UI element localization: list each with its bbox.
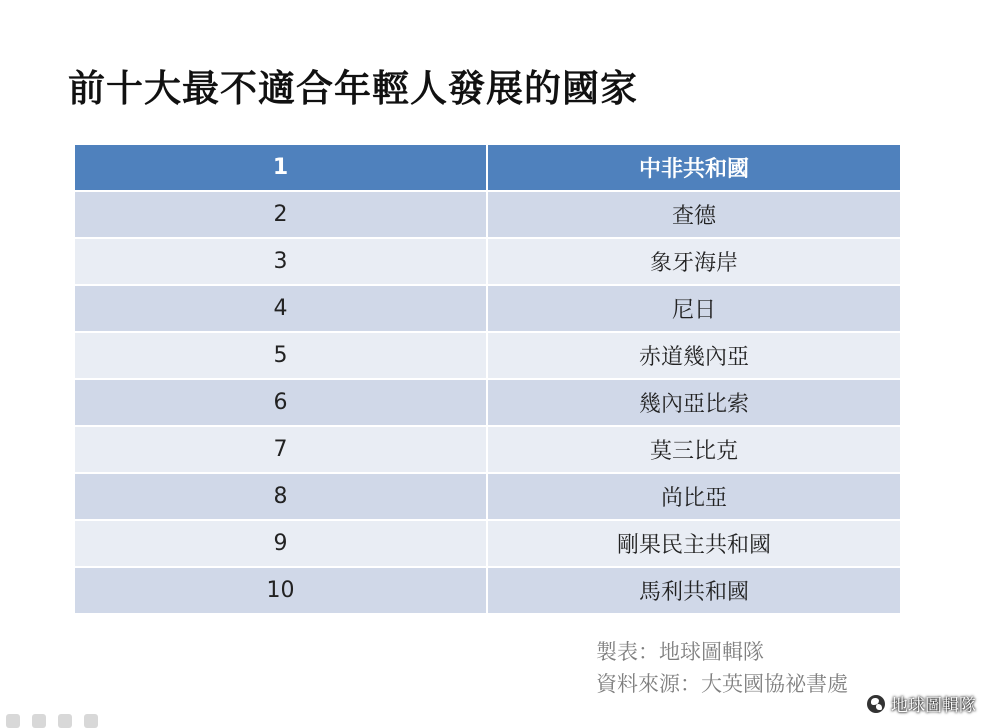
rank-cell: 2 <box>74 191 487 238</box>
country-cell: 莫三比克 <box>487 426 901 473</box>
previous-slide-icon[interactable] <box>6 714 20 728</box>
country-cell: 尚比亞 <box>487 473 901 520</box>
table-row <box>74 285 901 332</box>
rank-cell: 8 <box>74 473 487 520</box>
slide-title: 前十大最不適合年輕人發展的國家 <box>68 67 638 110</box>
country-cell: 剛果民主共和國 <box>487 520 901 567</box>
made-by-credit: 製表：地球圖輯隊 <box>596 640 764 664</box>
table-header-row <box>74 144 901 191</box>
country-cell: 赤道幾內亞 <box>487 332 901 379</box>
rank-cell: 6 <box>74 379 487 426</box>
slide-toolbar <box>6 714 98 728</box>
pen-icon[interactable] <box>32 714 46 728</box>
rank-cell: 7 <box>74 426 487 473</box>
watermark <box>865 691 976 716</box>
watermark-text: 地球圖輯隊 <box>891 696 976 716</box>
table-row <box>74 473 901 520</box>
country-cell: 馬利共和國 <box>487 567 901 614</box>
globe-icon <box>865 693 887 715</box>
country-cell: 查德 <box>487 191 901 238</box>
rank-cell: 10 <box>74 567 487 614</box>
ranking-table <box>73 143 902 615</box>
country-cell: 尼日 <box>487 285 901 332</box>
rank-cell: 4 <box>74 285 487 332</box>
table-row <box>74 379 901 426</box>
table-row <box>74 520 901 567</box>
table-row <box>74 191 901 238</box>
credits-block <box>596 636 848 700</box>
source-credit: 資料來源：大英國協祕書處 <box>596 672 848 696</box>
header-country-cell: 中非共和國 <box>487 144 901 191</box>
country-cell: 幾內亞比索 <box>487 379 901 426</box>
table-row <box>74 567 901 614</box>
table-row <box>74 426 901 473</box>
rank-cell: 5 <box>74 332 487 379</box>
country-cell: 象牙海岸 <box>487 238 901 285</box>
next-slide-icon[interactable] <box>84 714 98 728</box>
rank-cell: 3 <box>74 238 487 285</box>
slides-icon[interactable] <box>58 714 72 728</box>
table-row <box>74 238 901 285</box>
header-rank-cell: 1 <box>74 144 487 191</box>
rank-cell: 9 <box>74 520 487 567</box>
table-row <box>74 332 901 379</box>
